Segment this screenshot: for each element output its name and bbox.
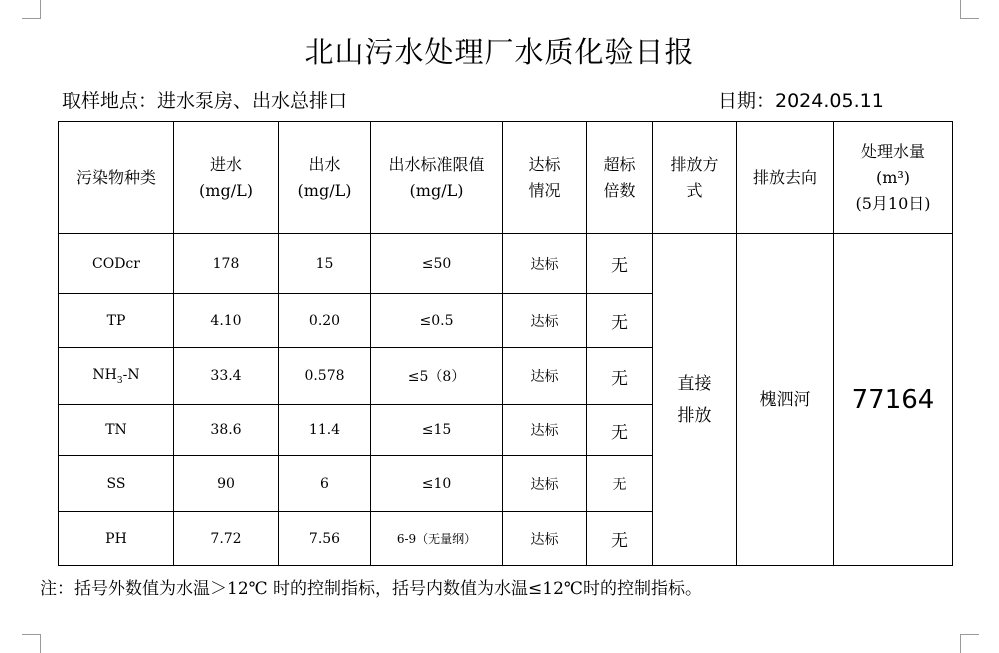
- pollutant-name: SS: [59, 456, 174, 512]
- outflow-value: 7.56: [279, 512, 371, 566]
- limit-value: 6-9（无量纲）: [371, 512, 503, 566]
- header-destination: 排放去向: [737, 122, 834, 234]
- outflow-value: 11.4: [279, 405, 371, 456]
- inflow-value: 90: [174, 456, 279, 512]
- treated-volume: 77164: [834, 234, 953, 566]
- exceed-value: 无: [587, 405, 653, 456]
- status-value: 达标: [503, 294, 587, 348]
- pollutant-name: $NH_3-N$: [59, 348, 174, 405]
- discharge-method: 直接 排放: [653, 234, 737, 566]
- header-pollutant: 污染物种类: [59, 122, 174, 234]
- status-value: 达标: [503, 348, 587, 405]
- crop-mark-top-right: [960, 0, 979, 19]
- header-row: [59, 122, 953, 234]
- status-value: 达标: [503, 234, 587, 294]
- discharge-destination: 槐泗河: [737, 234, 834, 566]
- header-compliance: 达标 情况: [503, 122, 587, 234]
- header-method: 排放方 式: [653, 122, 737, 234]
- header-exceed: 超标 倍数: [587, 122, 653, 234]
- water-quality-table: [58, 121, 953, 566]
- report-title: 北山污水处理厂水质化验日报: [304, 35, 695, 69]
- exceed-value: 无: [587, 512, 653, 566]
- crop-mark-top-left: [22, 0, 41, 19]
- inflow-value: 178: [174, 234, 279, 294]
- header-inflow: 进水 (mg/L): [174, 122, 279, 234]
- limit-value: ≤5（8）: [371, 348, 503, 405]
- exceed-value: 无: [587, 348, 653, 405]
- table-row: [59, 234, 953, 294]
- footnote: 注：括号外数值为水温＞12℃ 时的控制指标，括号内数值为水温≤12℃时的控制指标。: [40, 579, 702, 599]
- limit-value: ≤50: [371, 234, 503, 294]
- outflow-value: 6: [279, 456, 371, 512]
- header-volume: 处理水量 (m³) (5月10日): [834, 122, 953, 234]
- crop-mark-bottom-right: [960, 634, 979, 653]
- status-value: 达标: [503, 456, 587, 512]
- crop-mark-bottom-left: [22, 634, 41, 653]
- outflow-value: 0.578: [279, 348, 371, 405]
- sampling-location: 取样地点：进水泵房、出水总排口: [62, 90, 348, 112]
- pollutant-name: PH: [59, 512, 174, 566]
- limit-value: ≤0.5: [371, 294, 503, 348]
- inflow-value: 33.4: [174, 348, 279, 405]
- pollutant-name: CODcr: [59, 234, 174, 294]
- inflow-value: 38.6: [174, 405, 279, 456]
- header-outflow: 出水 (mg/L): [279, 122, 371, 234]
- report-date: 日期：2024.05.11: [718, 90, 884, 112]
- inflow-value: 7.72: [174, 512, 279, 566]
- limit-value: ≤15: [371, 405, 503, 456]
- exceed-value: 无: [587, 234, 653, 294]
- pollutant-name: TP: [59, 294, 174, 348]
- exceed-value: 无: [587, 294, 653, 348]
- limit-value: ≤10: [371, 456, 503, 512]
- header-limit: 出水标准限值 (mg/L): [371, 122, 503, 234]
- status-value: 达标: [503, 512, 587, 566]
- exceed-value: 无: [587, 456, 653, 512]
- status-value: 达标: [503, 405, 587, 456]
- outflow-value: 0.20: [279, 294, 371, 348]
- outflow-value: 15: [279, 234, 371, 294]
- inflow-value: 4.10: [174, 294, 279, 348]
- pollutant-name: TN: [59, 405, 174, 456]
